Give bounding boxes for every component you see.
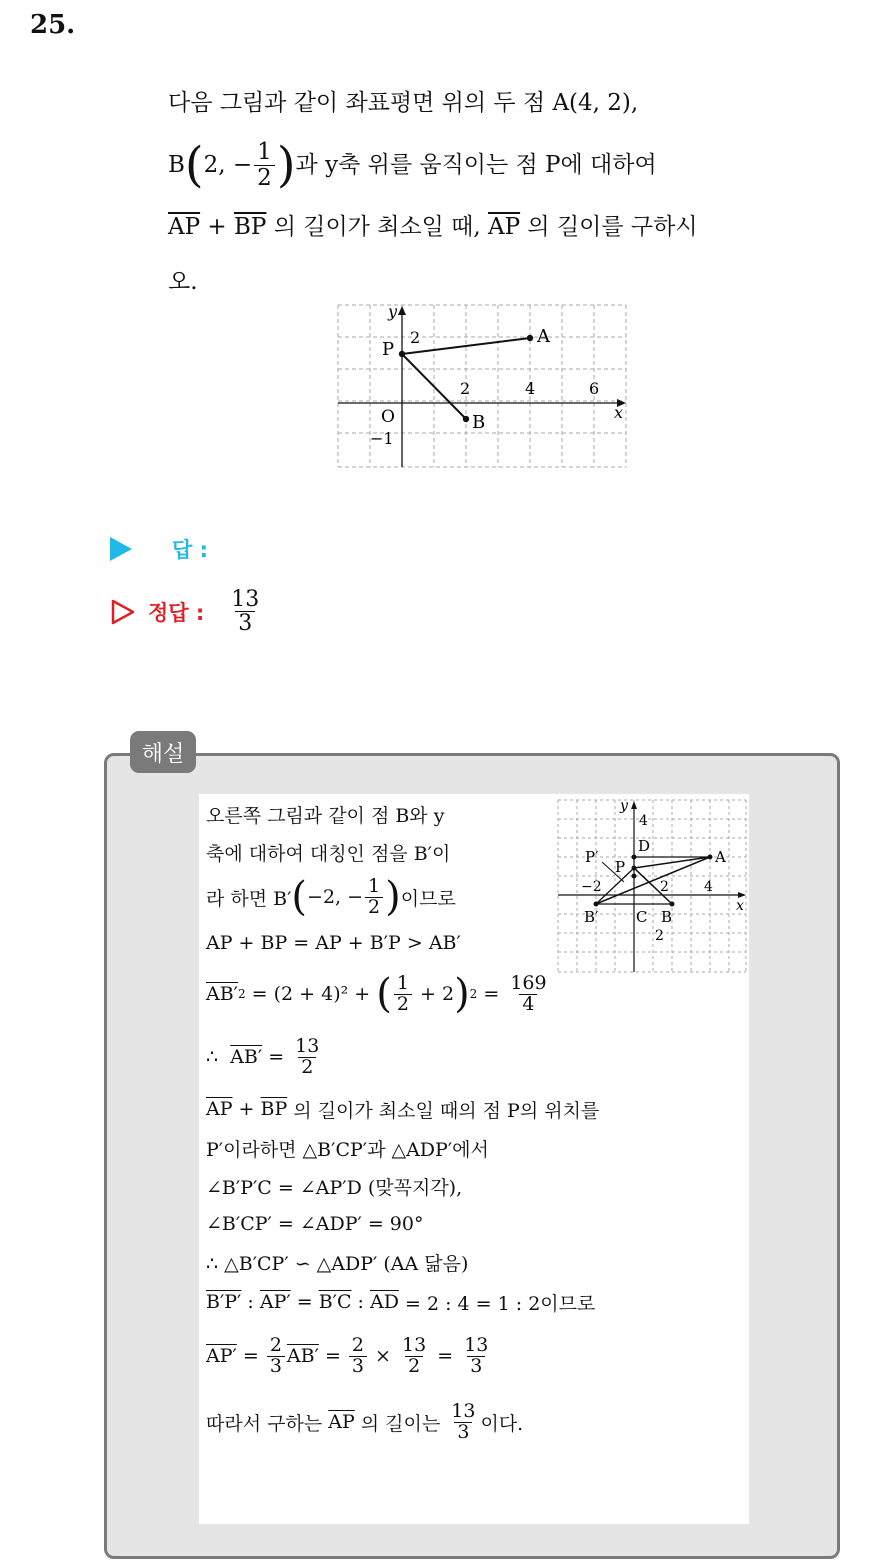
solution-line-7-rest: 의 길이가 최소일 때의 점 P의 위치를 xyxy=(287,1099,600,1122)
label-b: B xyxy=(472,412,486,433)
ratio-colon: : xyxy=(241,1291,260,1313)
point-p xyxy=(399,351,405,357)
label-c: C xyxy=(636,908,648,926)
question-line-2 xyxy=(168,134,808,196)
point-b xyxy=(463,416,469,422)
play-filled-icon xyxy=(110,537,132,561)
solution-line-10: ∠B′CP′ = ∠ADP′ = 90° xyxy=(206,1213,424,1235)
correct-answer-row xyxy=(110,588,264,635)
fraction-numerator: 169 xyxy=(510,971,547,994)
fraction-numerator: 13 xyxy=(295,1034,320,1057)
fraction-denominator: 3 xyxy=(267,1356,285,1377)
fraction-numerator: 2 xyxy=(269,1333,282,1356)
solution-line-6 xyxy=(206,1025,746,1089)
fraction-denominator: 3 xyxy=(467,1356,485,1377)
question-text xyxy=(168,72,808,306)
solution-line-5-mid: = (2 + 4)² + xyxy=(245,983,377,1005)
solution-line-14-post: 이다. xyxy=(480,1412,524,1435)
tick-y-neg1: −1 xyxy=(370,429,394,448)
equals: = xyxy=(290,1291,319,1313)
label-b-prime: B′ xyxy=(584,908,599,926)
solution-line-12-rest: = 2 : 4 = 1 : 2이므로 xyxy=(398,1292,596,1315)
solution-line-12 xyxy=(206,1281,746,1323)
segment-ab-prime: AB′ xyxy=(206,983,238,1005)
x-axis-label: x xyxy=(614,403,624,422)
paren-open: ( xyxy=(291,874,308,920)
square-exponent: 2 xyxy=(238,987,246,1001)
fraction-denominator: 2 xyxy=(365,897,383,918)
segment-ap: $\overline{AP}$ xyxy=(206,1098,233,1120)
fraction-denominator: 2 xyxy=(394,994,412,1015)
fraction-denominator: 3 xyxy=(349,1356,367,1377)
solution-figure xyxy=(556,798,748,974)
question-number: 25. xyxy=(30,10,76,40)
fraction-denominator: 2 xyxy=(298,1057,316,1078)
plus-sign: + xyxy=(232,1098,261,1120)
tick-y-2: 2 xyxy=(410,328,421,347)
fraction-denominator: 2 xyxy=(405,1356,423,1377)
solution-line-3-inner: −2, − xyxy=(307,886,364,908)
answer-row xyxy=(110,534,208,564)
solution-line-13 xyxy=(206,1323,746,1389)
point-b-prime xyxy=(594,902,599,907)
segment-ap: $\overline{AP}$ xyxy=(168,214,201,240)
y-axis-arrow xyxy=(631,801,637,809)
fraction-numerator: 13 xyxy=(402,1333,427,1356)
point-p xyxy=(632,866,637,871)
solution-line-4: AP + BP = AP + B′P > AB′ xyxy=(206,932,461,954)
segment-bp-prime: B′P′ xyxy=(206,1291,242,1313)
label-p-prime: P′ xyxy=(585,848,599,866)
fraction-half xyxy=(365,874,383,918)
solution-line-14-pre: 따라서 구하는 xyxy=(206,1412,329,1435)
solution-line-7 xyxy=(206,1089,746,1129)
fraction-half xyxy=(254,140,275,189)
label-b: B xyxy=(661,908,673,926)
question-line-2-rest: 과 y축 위를 움직이는 점 P에 대하여 xyxy=(295,152,657,178)
coordinate-figure xyxy=(336,303,630,469)
question-line-1: 다음 그림과 같이 좌표평면 위의 두 점 A(4, 2), xyxy=(168,90,639,116)
fraction-denominator: 3 xyxy=(454,1422,472,1443)
paren-open: ( xyxy=(184,137,204,193)
times-sign: × xyxy=(369,1345,398,1367)
solution-line-1: 오른쪽 그림과 같이 점 B와 y xyxy=(206,804,445,827)
paren-close: ) xyxy=(276,137,296,193)
segment-ab-prime: AB′ xyxy=(286,1345,319,1367)
equals: = xyxy=(262,1046,291,1068)
solution-line-2: 축에 대하여 대칭인 점을 B′이 xyxy=(206,842,451,865)
square-exponent-2: 2 xyxy=(469,987,478,1001)
question-line-4: 오. xyxy=(168,269,198,295)
segment-ap-2: $\overline{AP}$ xyxy=(488,214,521,240)
fraction-numerator: 1 xyxy=(257,139,272,166)
y-axis-label: y xyxy=(620,798,628,814)
tick-x-6: 6 xyxy=(589,379,600,398)
equals: = xyxy=(477,983,506,1005)
fraction-numerator: 13 xyxy=(451,1399,476,1422)
fraction-numerator: 13 xyxy=(464,1333,489,1356)
tick-4: 4 xyxy=(704,879,713,895)
tick-2-b: 2 xyxy=(655,928,664,944)
paren-close: ) xyxy=(385,874,401,920)
fraction-denominator: 2 xyxy=(254,165,275,190)
question-line-3 xyxy=(168,196,808,258)
equals-2: = xyxy=(318,1345,347,1367)
fraction-169-4 xyxy=(507,971,549,1015)
tick-neg2: −2 xyxy=(581,879,602,895)
ratio-colon-2: : xyxy=(351,1291,370,1313)
point-p-prime xyxy=(632,874,637,879)
fraction-numerator: 1 xyxy=(396,971,409,994)
question-line-3-mid: 의 길이가 최소일 때, xyxy=(266,214,489,240)
point-b xyxy=(670,902,675,907)
segment-ap-prime: AP′ xyxy=(259,1291,291,1313)
fraction-2-3 xyxy=(267,1333,285,1377)
point-d xyxy=(632,855,637,860)
tick-x-2: 2 xyxy=(460,379,471,398)
point-a xyxy=(708,855,713,860)
label-p: P xyxy=(615,858,626,876)
segment-bp: $\overline{BP}$ xyxy=(234,214,267,240)
fraction-13-2 xyxy=(292,1034,322,1078)
solution-line-8: P′이라하면 △B′CP′과 △ADP′에서 xyxy=(206,1138,489,1161)
tick-x-4: 4 xyxy=(525,379,536,398)
segment-ap: $\overline{AP}$ xyxy=(328,1411,355,1433)
label-p: P xyxy=(382,339,395,360)
label-a: A xyxy=(715,848,726,866)
fraction-numerator: 2 xyxy=(351,1333,365,1356)
label-d: D xyxy=(638,837,651,855)
solution-line-14-mid: 의 길이는 xyxy=(354,1412,447,1435)
plus-sign: + xyxy=(200,214,234,240)
correct-answer-numerator: 13 xyxy=(231,587,260,612)
fraction-13-2 xyxy=(399,1333,429,1377)
fraction-half xyxy=(394,971,412,1015)
point-b-coord: 2, − xyxy=(203,152,253,178)
correct-answer-denominator: 3 xyxy=(235,611,255,635)
equals-3: = xyxy=(431,1345,460,1367)
tick-y-4: 4 xyxy=(639,813,648,829)
label-a: A xyxy=(537,326,550,347)
tick-2: 2 xyxy=(660,879,669,895)
correct-answer-label: 정답 : xyxy=(148,600,205,625)
segment-ap-prime: AP′ xyxy=(206,1345,237,1367)
solution-line-3-post: 이므로 xyxy=(400,887,456,910)
segment-bp: $\overline{BP}$ xyxy=(260,1098,288,1120)
y-axis-label: y xyxy=(388,303,398,321)
solution-line-9: ∠B′P′C = ∠AP′D (맞꼭지각), xyxy=(206,1176,463,1199)
solution-line-3-pre: 라 하면 B′ xyxy=(206,887,292,910)
answer-label: 답 : xyxy=(172,538,208,562)
therefore: ∴ xyxy=(206,1046,231,1068)
fraction-13-3 xyxy=(461,1333,491,1377)
question-line-3-end: 의 길이를 구하시 xyxy=(520,214,698,240)
paren-close: ) xyxy=(454,971,470,1017)
fraction-numerator: 1 xyxy=(368,874,381,897)
point-b-label: B xyxy=(168,152,185,178)
y-axis-arrow xyxy=(398,306,406,315)
segment-bc-prime: B′C xyxy=(318,1291,352,1313)
fraction-denominator: 4 xyxy=(519,994,537,1015)
plus-two: + 2 xyxy=(413,983,455,1005)
segment-ab-prime: AB′ xyxy=(230,1046,263,1068)
origin-label: O xyxy=(381,407,395,427)
paren-open: ( xyxy=(376,971,392,1017)
fraction-2-3-b xyxy=(349,1333,367,1377)
solution-line-14 xyxy=(206,1389,746,1455)
play-outline-icon xyxy=(110,598,136,626)
segment-ad: $\overline{AD}$ xyxy=(370,1291,399,1313)
correct-answer-value xyxy=(228,588,262,635)
equals: = xyxy=(236,1345,265,1367)
solution-line-11: ∴ △B′CP′ ∽ △ADP′ (AA 닮음) xyxy=(206,1252,469,1275)
fraction-13-3 xyxy=(448,1399,478,1443)
solution-tab: 해설 xyxy=(130,731,196,773)
point-a xyxy=(527,335,533,341)
x-axis-label: x xyxy=(736,898,744,914)
